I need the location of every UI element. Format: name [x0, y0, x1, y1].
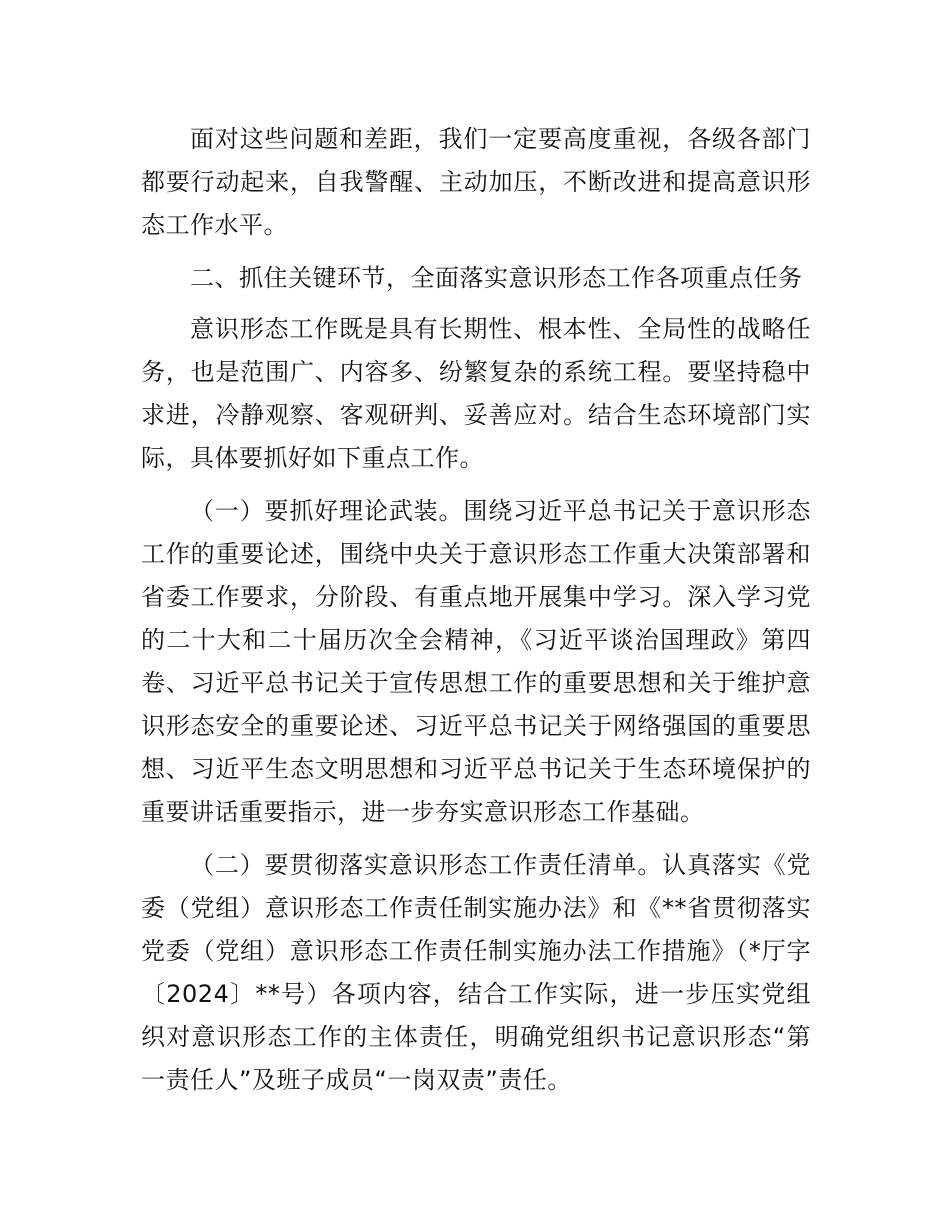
section-heading-key-tasks: 二、抓住关键环节，全面落实意识形态工作各项重点任务: [190, 264, 803, 292]
paragraph-item-one-theory: （一）要抓好理论武装。围绕习近平总书记关于意识形态工作的重要论述，围绕中央关于意识形态工作重大决策部署和省委工作要求，分阶段、有重点地开展集中学习。深入学习党的二十大和二十届历次全会精神，《习近平谈治国理政》第四卷、习近平总书记关于宣传思想工作的重要思想和关于维护意识形态安全的重要论述、习近平总书记关于网络强国的重要思想、习近平生态文明思想和习近平总书记关于生态环境保护的重要讲话重要指示，进一步夯实意识形态工作基础。: [141, 497, 811, 826]
paragraph-item-two-responsibility: （二）要贯彻落实意识形态工作责任清单。认真落实《党委（党组）意识形态工作责任制实施办法》和《**省贯彻落实党委（党组）意识形态工作责任制实施办法工作措施》（*厅字〔2024〕**号）各项内容，结合工作实际，进一步压实党组织对意识形态工作的主体责任，明确党组织书记意识形态“第一责任人”及班子成员“一岗双责”责任。: [141, 851, 811, 1094]
paragraph-ideology-work-overview: 意识形态工作既是具有长期性、根本性、全局性的战略任务，也是范围广、内容多、纷繁复杂的系统工程。要坚持稳中求进，冷静观察、客观研判、妥善应对。结合生态环境部门实际，具体要抓好如下重点工作。: [141, 315, 811, 472]
paragraph-problems-gap: 面对这些问题和差距，我们一定要高度重视，各级各部门都要行动起来，自我警醒、主动加压，不断改进和提高意识形态工作水平。: [141, 125, 811, 239]
document-page: [141, 118, 811, 1112]
